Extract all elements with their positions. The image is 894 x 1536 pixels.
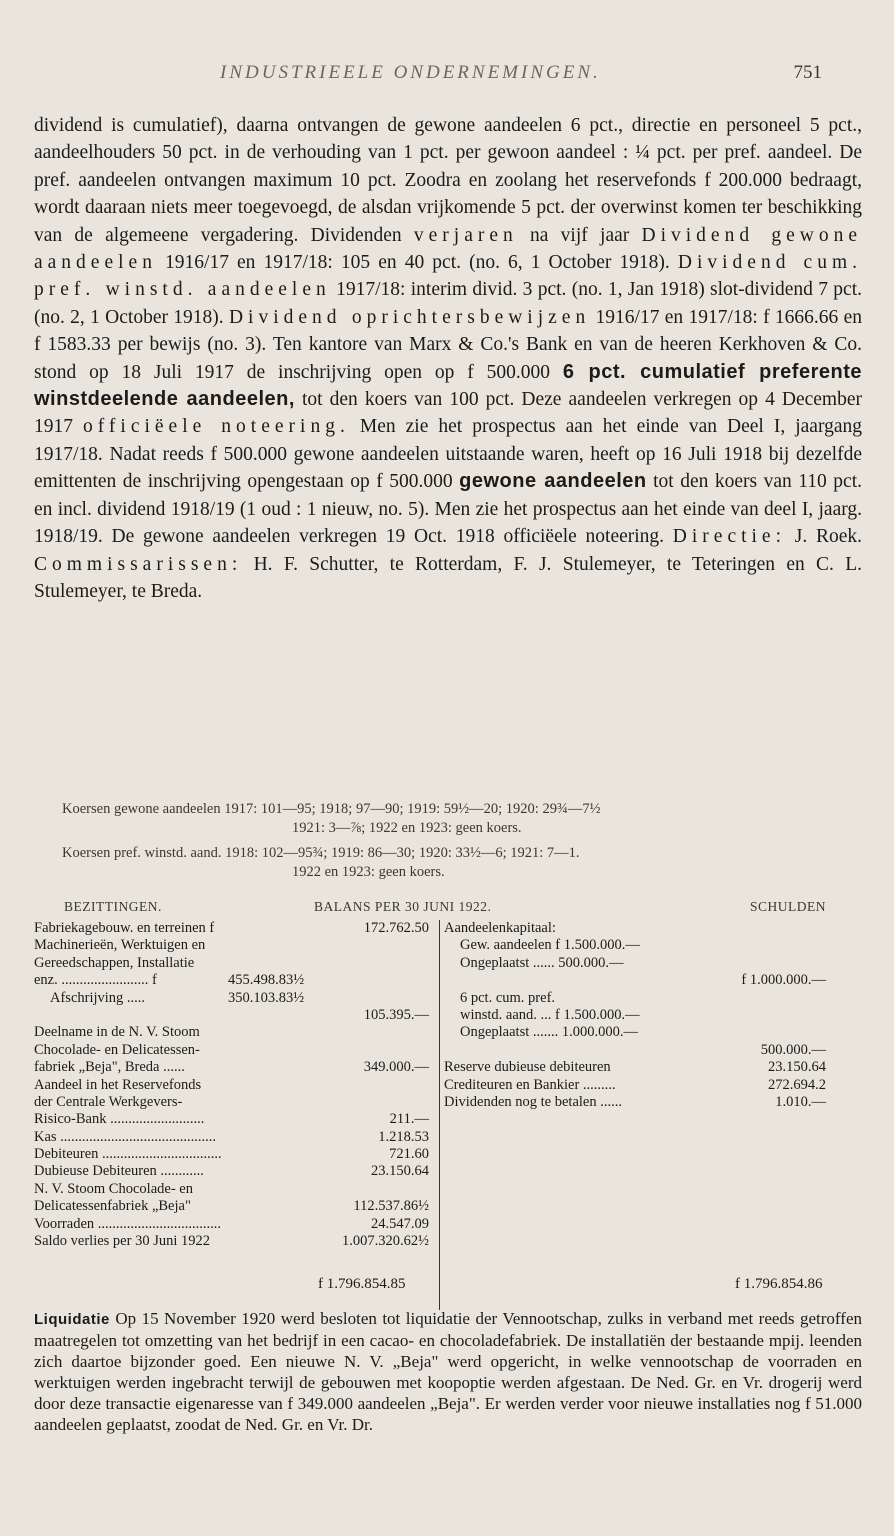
spaced-term-officieele: officiëele noteering.: [83, 416, 350, 438]
balance-label: Chocolade- en Delicatessen-: [34, 1041, 200, 1058]
balance-label: Ongeplaatst ...... 500.000.—: [460, 954, 624, 971]
balance-row: [34, 1094, 429, 1111]
balance-amount: 1.218.53: [378, 1128, 429, 1145]
balance-label: Gew. aandeelen f 1.500.000.—: [460, 937, 640, 954]
balance-row: [444, 1024, 826, 1041]
page-number: 751: [793, 62, 822, 83]
spaced-term-directie: Directie:: [672, 526, 787, 548]
balance-title: BALANS PER 30 JUNI 1922.: [314, 899, 492, 914]
text-run: H. F. Schutter, te Rotterdam, F. J. Stulemeyer, te Teteringen en C. L. Stulemeyer, te Breda.: [34, 553, 862, 602]
balance-row: [34, 1077, 429, 1094]
liabilities-column: [439, 920, 826, 1310]
balance-subamount: 350.103.83½: [228, 989, 305, 1006]
balance-amount: 112.537.86½: [353, 1198, 429, 1215]
spaced-term-commissarissen: Commissarissen:: [34, 553, 243, 575]
spaced-term-dividend-oprichters: Dividend oprichtersbewijzen: [228, 306, 591, 328]
balance-label: Aandeelenkapitaal:: [444, 920, 556, 936]
spaced-term-verjaren: verjaren: [413, 224, 518, 246]
text-run: Men zie het prospectus aan het einde van Deel I, jaargang 1917/18. Nadat reeds f 500.000 gewone aandeelen uitstaande waren, heeft op 16 Juli 1918 bij dezelfde emittenten de inschrijving opengestaan op f 500.000: [34, 416, 862, 493]
liabilities-heading: SCHULDEN: [749, 899, 826, 914]
balance-amount: 349.000.—: [363, 1059, 429, 1076]
text-run: 1916/17 en 1917/18: 105 en 40 pct. (no. 6, 1 October 1918).: [156, 252, 678, 274]
balance-row: [34, 1198, 429, 1215]
balance-row: [34, 1129, 429, 1146]
balance-label: Crediteuren en Bankier .........: [444, 1076, 616, 1093]
balance-row: [34, 1042, 429, 1059]
balance-label: Saldo verlies per 30 Juni 1922: [34, 1233, 210, 1250]
balance-row: [34, 955, 429, 972]
balance-row: [444, 920, 826, 937]
text-run: na vijf jaar: [517, 224, 642, 246]
balance-amount: f 1.000.000.—: [741, 972, 826, 989]
balance-label: Fabriekagebouw. en terreinen f: [34, 920, 215, 936]
balance-amount: 105.395.—: [363, 1006, 429, 1023]
text-run: dividend is cumulatief), daarna ontvangen de gewone aandeelen 6 pct., directie en personeel 5 pct., aandeelhouders 50 pct. in de verhouding van 1 pct. per gewoon aandeel : ¼ pct. per pref. aandeel. De pref. aandeelen ontvangen maximum 10 pct. Zoodra en zoolang het reservefonds f 200.000 bedraagt, wordt daaraan niets meer toegevoegd, de alsdan vrijkomende 5 pct. der overwinst komen ter beschikking van de algemeene vergadering. Dividenden: [34, 115, 862, 246]
balance-amount: 23.150.64: [371, 1163, 429, 1180]
quote-pref: [34, 844, 862, 882]
balance-row: [34, 1111, 429, 1128]
company-description: [34, 112, 862, 605]
liquidation-section: [34, 1308, 862, 1435]
assets-total: f 1.796.854.85: [318, 1276, 406, 1292]
balance-row: [444, 1077, 826, 1094]
bold-heading-preferente: 6 pct. cumulatief preferente winstdeelende aandeelen,: [34, 360, 862, 411]
balance-row: [444, 1007, 826, 1024]
balance-columns: [34, 920, 826, 1310]
balance-row: [444, 1042, 826, 1059]
running-title: INDUSTRIEELE ONDERNEMINGEN.: [220, 62, 601, 83]
text-run: tot den koers van 110 pct. en incl. dividend 1918/19 (1 oud : 1 nieuw, no. 5). Men zie het prospectus aan het einde van deel I, jaarg. 1918/19. De gewone aandeelen verkregen 19 Oct. 1918 officiëele noteering.: [34, 471, 862, 548]
balance-amount: 500.000.—: [760, 1041, 826, 1058]
balance-amount: 211.—: [389, 1111, 429, 1128]
balance-row: [444, 972, 826, 989]
balance-row: [444, 990, 826, 1007]
text-run: J. Roek.: [786, 526, 862, 548]
liquidation-text: Op 15 November 1920 werd besloten tot liquidatie der Vennootschap, zulks in verband met reeds getroffen maatregelen tot omzetting van het bedrijf in een cacao- en chocoladefabriek. De installatiën der bestaande mpij. leenden zich daartoe bijzonder goed. Een nieuwe N. V. „Beja" werd opgericht, in welke vennootschap de voorraden en werktuigen werden ingebracht terwijl de gebouwen met koopoptie werden afgestaan. De Ned. Gr. en Vr. drogerij werd door deze transactie eigenaresse van f 349.000 aandeelen „Beja". Er werden verder voor nieuwe installaties nog f 51.000 aandeelen geplaatst, zoodat de Ned. Gr. en Vr. Dr.: [34, 1309, 862, 1434]
liquidation-heading: Liquidatie: [34, 1311, 110, 1328]
balance-row: [34, 1007, 429, 1024]
balance-amount: 23.150.64: [768, 1059, 826, 1076]
balance-amount: 721.60: [389, 1146, 429, 1163]
balance-label: Reserve dubieuse debiteuren: [444, 1059, 611, 1076]
balance-header: [34, 898, 826, 920]
quote-line: Koersen pref. winstd. aand. 1918: 102—95¾; 1919: 86—30; 1920: 33½—6; 1921: 7—1.: [62, 845, 580, 861]
balance-label: N. V. Stoom Chocolade- en: [34, 1180, 193, 1197]
balance-label: Delicatessenfabriek „Beja": [34, 1198, 191, 1215]
spaced-term-dividend-cum: Dividend cum. pref. winstd. aandeelen: [34, 252, 862, 301]
balance-label: enz. ........................ f: [34, 972, 157, 989]
assets-column: [34, 920, 429, 1310]
balance-row: [34, 1146, 429, 1163]
balance-label: der Centrale Werkgevers-: [34, 1093, 183, 1110]
balance-row: [444, 937, 826, 954]
text-run: 1917/18: interim divid. 3 pct. (no. 1, Jan 1918) slot-dividend 7 pct. (no. 2, 1 October 1918).: [34, 279, 863, 328]
balance-amount: 1.010.—: [775, 1093, 826, 1110]
balance-label: Afschrijving .....: [50, 989, 146, 1006]
balance-label: winstd. aand. ... f 1.500.000.—: [460, 1006, 640, 1023]
balance-row: [444, 955, 826, 972]
quote-continuation: 1922 en 1923: geen koers.: [292, 864, 445, 880]
balance-label: Kas ...........................................: [34, 1128, 217, 1145]
assets-heading: BEZITTINGEN.: [64, 899, 162, 914]
page-header: [60, 60, 834, 90]
liabilities-total: f 1.796.854.86: [735, 1276, 823, 1292]
spaced-term-dividend-gewone: Dividend gewone aandeelen: [34, 224, 862, 274]
balance-amount: 172.762.50: [363, 920, 429, 936]
paragraph: [34, 1308, 862, 1435]
balance-label: Deelname in de N. V. Stoom: [34, 1024, 200, 1041]
balance-label: Debiteuren .................................: [34, 1146, 222, 1163]
text-run: tot den koers van 100 pct. Deze aandeelen verkregen op 4 December 1917: [34, 389, 863, 438]
paragraph: [34, 112, 862, 605]
price-quotes: [34, 800, 862, 882]
balance-row: [34, 1181, 429, 1198]
balance-amount: 1.007.320.62½: [342, 1233, 429, 1250]
balance-label: Gereedschappen, Installatie: [34, 954, 195, 971]
balance-label: Dividenden nog te betalen ......: [444, 1093, 622, 1110]
balance-row: [444, 1059, 826, 1076]
quote-gewone: [34, 800, 862, 838]
balance-amount: 272.694.2: [768, 1076, 826, 1093]
balance-subamount: 455.498.83½: [228, 972, 305, 989]
text-run: 1916/17 en 1917/18: f 1666.66 en f 1583.33 per bewijs (no. 3). Ten kantore van Marx & Co.'s Bank en van de heeren Kerkhoven & Co. stond op 18 Juli 1917 de inschrijving open op f 500.000: [34, 306, 863, 383]
quote-line: Koersen gewone aandeelen 1917: 101—95; 1918; 97—90; 1919: 59½—20; 1920: 29¾—7½: [62, 801, 601, 817]
balance-row: [34, 920, 429, 937]
balance-label: Aandeel in het Reservefonds: [34, 1076, 202, 1093]
balance-row: [34, 1059, 429, 1076]
balance-label: 6 pct. cum. pref.: [460, 989, 556, 1006]
balance-row: [34, 937, 429, 954]
balance-row: [444, 1094, 826, 1111]
balance-row: [34, 1163, 429, 1180]
balance-label: fabriek „Beja", Breda ......: [34, 1059, 185, 1076]
quote-continuation: 1921: 3—⅞; 1922 en 1923: geen koers.: [292, 820, 522, 836]
balance-row: [34, 972, 429, 989]
balance-label: Dubieuse Debiteuren ............: [34, 1163, 204, 1180]
bold-heading-gewone: gewone aandeelen: [459, 470, 647, 493]
balance-row: [34, 1233, 429, 1250]
balance-label: Risico-Bank ..........................: [34, 1111, 205, 1128]
balance-label: Machinerieën, Werktuigen en: [34, 937, 206, 954]
balance-sheet: [34, 898, 826, 1310]
balance-label: Voorraden ..................................: [34, 1215, 222, 1232]
balance-amount: 24.547.09: [371, 1215, 429, 1232]
balance-row: [34, 1216, 429, 1233]
balance-label: Ongeplaatst ....... 1.000.000.—: [460, 1024, 639, 1041]
balance-row: [34, 990, 429, 1007]
balance-row: [34, 1024, 429, 1041]
